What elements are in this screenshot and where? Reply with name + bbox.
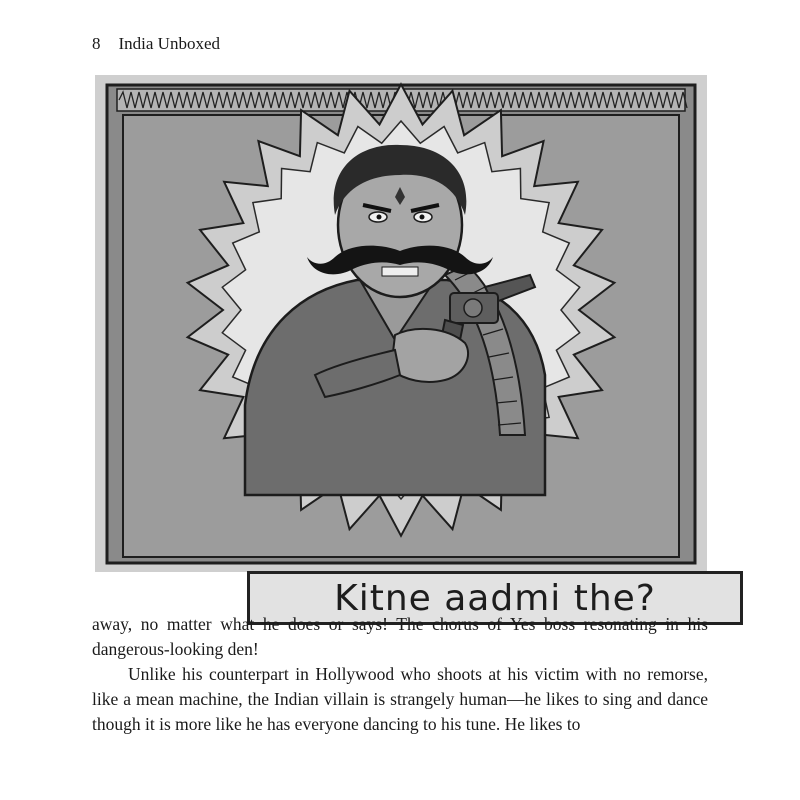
running-header bbox=[92, 34, 220, 54]
paragraph: away, no matter what he does or says! The chorus of Yes boss resonating in his dangerous-looking den! bbox=[92, 614, 708, 659]
paragraph: Unlike his counterpart in Hollywood who shoots at his victim with no remorse, like a mean machine, the Indian villain is strangely human—he likes to sing and dance though it is more like he has everyone dancing to his tune. He likes to bbox=[92, 664, 708, 734]
villain-illustration bbox=[95, 75, 707, 572]
book-title: India Unboxed bbox=[118, 34, 221, 53]
illustration-panel bbox=[95, 75, 707, 619]
caption-text: Kitne aadmi the? bbox=[334, 577, 656, 619]
body-text bbox=[92, 612, 708, 737]
page-number: 8 bbox=[92, 34, 101, 53]
